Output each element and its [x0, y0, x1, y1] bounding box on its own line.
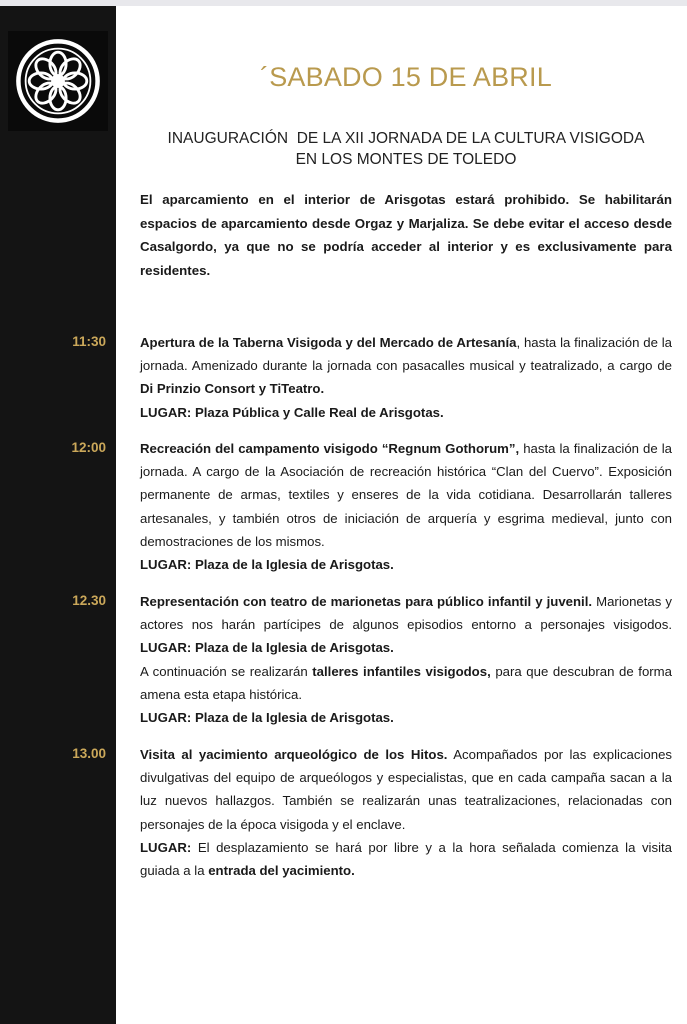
subtitle-line-1: INAUGURACIÓN DE LA XII JORNADA DE LA CULTURA VISIGODA	[167, 130, 645, 147]
item-1-location: LUGAR: Plaza Pública y Calle Real de Arisgotas.	[140, 404, 444, 420]
event-subtitle	[140, 128, 672, 170]
item-3-title: Representación con teatro de marionetas para público infantil y juvenil.	[140, 594, 593, 609]
item-1-performers: Di Prinzio Consort y TiTeatro.	[140, 381, 325, 397]
item-3-location-inline: LUGAR: Plaza de la Iglesia de Arisgotas.	[140, 640, 394, 656]
item-1-description: , hasta la finalización de la jornada. Amenizado durante la jornada con pasacalles musical y teatralizado, a cargo de	[140, 335, 672, 374]
schedule-item-1	[140, 331, 672, 424]
schedule-item-4	[140, 743, 672, 882]
item-3-workshops	[140, 660, 672, 706]
page-title: ´SABADO 15 DE ABRIL	[260, 62, 552, 92]
item-3-workshops-intro: A continuación se realizarán	[140, 663, 313, 679]
item-3-description: Marionetas y actores nos harán partícipes de algunos episodios entorno a personajes visigodos.	[140, 594, 672, 633]
item-3-workshops-description: para que descubran de forma amena esta etapa histórica.	[140, 663, 672, 702]
item-3-workshops-title: talleres infantiles visigodos,	[312, 663, 491, 679]
item-2-location: LUGAR: Plaza de la Iglesia de Arisgotas.	[140, 557, 394, 573]
time-1: 11:30	[72, 334, 106, 349]
item-4-location-place: entrada del yacimiento.	[208, 863, 355, 879]
schedule-times	[0, 0, 116, 1024]
item-3-location: LUGAR: Plaza de la Iglesia de Arisgotas.	[140, 710, 394, 726]
item-4-title: Visita al yacimiento arqueológico de los Hitos.	[140, 747, 448, 762]
time-3: 12.30	[72, 593, 106, 608]
time-2: 12:00	[71, 440, 106, 455]
item-2-text	[140, 437, 672, 553]
subtitle-line-2: EN LOS MONTES DE TOLEDO	[295, 151, 517, 168]
item-1-text	[140, 331, 672, 401]
parking-notice: El aparcamiento en el interior de Arisgotas estará prohibido. Se habilitarán espacios de aparcamiento desde Orgaz y Marjaliza. Se debe evitar el acceso desde Casalgordo, ya que no se podría acceder al interior y es exclusivamente para residentes.	[140, 192, 672, 278]
schedule-item-2	[140, 437, 672, 576]
schedule-item-3	[140, 590, 672, 729]
item-4-location-text: El desplazamiento se hará por libre y a la hora señalada comienza la visita guiada a la	[140, 839, 672, 879]
item-4-description: Acompañados por las explicaciones divulgativas del equipo de arqueólogos y especialistas, que en cada campaña sacan a la luz nuevos hallazgos. También se realizarán unas teatralizaciones, relacionadas con personajes de la época visigoda y el enclave.	[140, 747, 672, 832]
item-2-description: hasta la finalización de la jornada. A cargo de la Asociación de recreación histórica “Clan del Cuervo”. Exposición permanente de armas, textiles y enseres de la vida cotidiana. Desarrollarán talleres artesanales, y también otros de iniciación de arquería y esgrima medieval, junto con demostraciones de los mismos.	[140, 441, 672, 549]
item-3-text	[140, 590, 672, 660]
time-4: 13.00	[72, 746, 106, 761]
item-4-location-label: LUGAR:	[140, 839, 192, 855]
item-4-text	[140, 743, 672, 836]
item-1-title: Apertura de la Taberna Visigoda y del Mercado de Artesanía	[140, 335, 517, 350]
item-4-location	[140, 836, 672, 882]
item-2-title: Recreación del campamento visigodo “Regnum Gothorum”,	[140, 441, 520, 456]
